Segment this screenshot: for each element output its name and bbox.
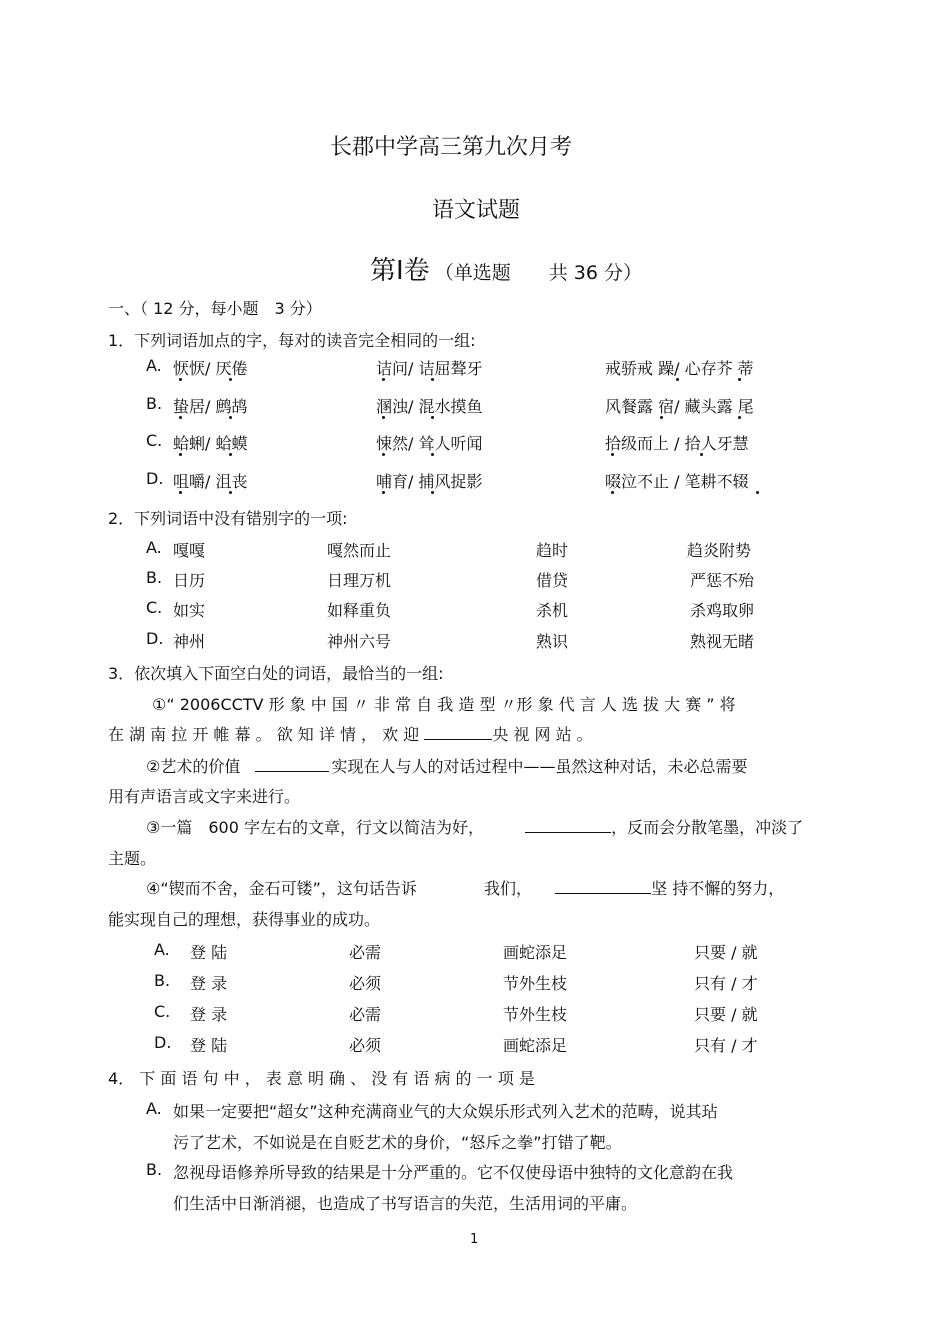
- q1-option-col2: 溷浊/ 混水摸鱼: [376, 397, 483, 416]
- section-heading: 一、（ 12 分，每小题 3 分）: [108, 299, 322, 318]
- q2-option-col2: 如释重负: [327, 601, 392, 620]
- q3-sentence-4-mid: 我们，: [484, 879, 533, 898]
- q2-option-col3: 趋时: [536, 541, 569, 560]
- q3-option-col1: 登 录: [190, 974, 228, 993]
- q3-option-col1: 登 录: [190, 1005, 228, 1024]
- q1-option-col3: 拾级而上 / 拾人牙慧: [605, 434, 749, 453]
- emphasis-dot: [431, 378, 434, 381]
- q3-sentence-2-tail: 实现在人与人的对话过程中——虽然这种对话，未必总需要: [331, 757, 748, 776]
- q3-option-col3: 节外生枝: [503, 1005, 568, 1024]
- question-4-stem: 4． 下 面 语 句 中 ， 表 意 明 确 、 没 有 语 病 的 一 项 是: [108, 1069, 535, 1088]
- question-1-stem: 1．下列词语加点的字，每对的读音完全相同的一组:: [108, 331, 476, 350]
- emphasis-dot: [382, 416, 385, 419]
- q3-sentence-2-text: ②艺术的价值: [146, 757, 241, 776]
- emphasis-dot: [700, 453, 703, 456]
- q1-option-col1: 蛰居/ 鹧鸪: [173, 397, 248, 416]
- emphasis-dot: [738, 416, 741, 419]
- q3-option-label: B.: [154, 971, 171, 990]
- part-label: 第Ⅰ卷: [370, 256, 430, 286]
- q3-option-label: D.: [154, 1033, 172, 1052]
- q3-sentence-1-text: 在 湖 南 拉 开 帷 幕 。 欲 知 详 情 ， 欢 迎: [108, 725, 420, 744]
- emphasis-dot: [431, 416, 434, 419]
- q2-option-col4: 严惩不殆: [690, 571, 755, 590]
- q2-option-col3: 借贷: [536, 571, 569, 590]
- q3-option-label: A.: [154, 940, 170, 959]
- emphasis-dot: [382, 491, 385, 494]
- q3-option-label: C.: [154, 1002, 171, 1021]
- q1-option-label: C.: [146, 431, 163, 450]
- q3-sentence-2-line-2: 用有声语言或文字来进行。: [108, 787, 301, 806]
- q4-option-label: A.: [146, 1099, 162, 1118]
- answer-blank: [424, 723, 492, 740]
- q4-option-b-line-1: 忽视母语修养所导致的结果是十分严重的。它不仅使母语中独特的文化意韵在我: [173, 1163, 734, 1182]
- q1-option-label: D.: [146, 469, 164, 488]
- q2-option-col3: 杀机: [536, 601, 569, 620]
- emphasis-dot: [229, 491, 232, 494]
- q3-sentence-1-line-2: [108, 722, 593, 745]
- q3-option-col3: 画蛇添足: [503, 1036, 568, 1055]
- page-number: 1: [470, 1232, 479, 1247]
- q3-option-col3: 节外生枝: [503, 974, 568, 993]
- q2-option-col4: 杀鸡取卵: [690, 601, 755, 620]
- q3-sentence-2-line-1: [146, 754, 747, 777]
- q2-option-col2: 嘎然而止: [327, 541, 392, 560]
- q3-sentence-4-text: ④“锲而不舍，金石可镂”，这句话告诉: [146, 879, 417, 898]
- q3-option-col1: 登 陆: [190, 943, 228, 962]
- q1-option-col3: 啜泣不止 / 笔耕不辍: [605, 472, 749, 491]
- q3-sentence-1-tail: 央 视 网 站 。: [492, 725, 593, 744]
- q2-option-col4: 熟视无睹: [690, 632, 755, 651]
- q3-option-col4: 只有 / 才: [694, 974, 758, 993]
- q3-option-col2: 必须: [349, 1036, 382, 1055]
- emphasis-dot: [431, 491, 434, 494]
- q3-sentence-1-line-1: ①“ 2006CCTV 形 象 中 国 〃 非 常 自 我 造 型 〃形 象 代 言 人 选 拔 大 赛 ” 将: [152, 695, 736, 714]
- answer-blank: [525, 816, 611, 833]
- q4-option-a-line-1: 如果一定要把“超女”这种充满商业气的大众娱乐形式列入艺术的范畴，说其玷: [173, 1102, 718, 1121]
- q1-option-col2: 悚然/ 耸人听闻: [376, 434, 483, 453]
- emphasis-dot: [738, 378, 741, 381]
- emphasis-dot: [382, 453, 385, 456]
- q3-sentence-3-text: ③一篇 600 字左右的文章，行文以简洁为好，: [146, 818, 484, 837]
- q2-option-col3: 熟识: [536, 632, 569, 651]
- emphasis-dot: [382, 378, 385, 381]
- q3-sentence-4-line-2: 能实现自己的理想，获得事业的成功。: [108, 910, 381, 929]
- emphasis-dot: [611, 453, 614, 456]
- q2-option-label: A.: [146, 538, 162, 557]
- q2-option-col1: 日历: [173, 571, 206, 590]
- exam-title: 长郡中学高三第九次月考: [330, 135, 573, 160]
- q3-sentence-3-line-2: 主题。: [108, 849, 157, 868]
- q1-option-col2: 诘问/ 诘屈聱牙: [376, 359, 483, 378]
- emphasis-dot: [229, 416, 232, 419]
- q3-option-col3: 画蛇添足: [503, 943, 568, 962]
- q1-option-col1: 蛤蜊/ 蛤蟆: [173, 434, 248, 453]
- q2-option-label: C.: [146, 598, 163, 617]
- emphasis-dot: [660, 416, 663, 419]
- q2-option-label: B.: [146, 568, 163, 587]
- emphasis-dot: [179, 416, 182, 419]
- q4-option-a-line-2: 污了艺术，不如说是在自贬艺术的身价，“怒斥之拳”打错了靶。: [173, 1133, 622, 1152]
- subject-title: 语文试题: [432, 198, 521, 223]
- q3-option-col1: 登 陆: [190, 1036, 228, 1055]
- emphasis-dot: [179, 378, 182, 381]
- emphasis-dot: [611, 491, 614, 494]
- q4-option-label: B.: [146, 1160, 163, 1179]
- part-note: （单选题 共 36 分）: [434, 262, 643, 284]
- emphasis-dot: [179, 491, 182, 494]
- q1-option-col2: 哺育/ 捕风捉影: [376, 472, 483, 491]
- q1-option-col3: 风餐露 宿/ 藏头露 尾: [605, 397, 754, 416]
- q1-option-label: B.: [146, 394, 163, 413]
- q1-option-col1: 恹恹/ 厌倦: [173, 359, 248, 378]
- q3-option-col4: 只要 / 就: [694, 1005, 758, 1024]
- q2-option-col1: 嘎嘎: [173, 541, 206, 560]
- emphasis-dot: [756, 491, 759, 494]
- q2-option-col2: 神州六号: [327, 632, 392, 651]
- q1-option-col3: 戒骄戒 躁/ 心存芥 蒂: [605, 359, 754, 378]
- emphasis-dot: [431, 453, 434, 456]
- q3-sentence-4-tail: 坚 持不懈的努力，: [651, 879, 785, 898]
- q2-option-col4: 趋炎附势: [687, 541, 752, 560]
- q3-option-col4: 只要 / 就: [694, 943, 758, 962]
- q2-option-label: D.: [146, 629, 164, 648]
- q1-option-col1: 咀嚼/ 沮丧: [173, 472, 248, 491]
- part-heading: [370, 250, 642, 287]
- emphasis-dot: [179, 453, 182, 456]
- answer-blank: [255, 755, 329, 772]
- q3-sentence-3-line-1: [146, 815, 803, 838]
- q4-option-b-line-2: 们生活中日渐消褪，也造成了书写语言的失范，生活用词的平庸。: [173, 1194, 638, 1213]
- q2-option-col1: 神州: [173, 632, 206, 651]
- q1-option-label: A.: [146, 356, 162, 375]
- emphasis-dot: [229, 453, 232, 456]
- emphasis-dot: [229, 378, 232, 381]
- q2-option-col1: 如实: [173, 601, 206, 620]
- q3-sentence-4-line-1: [146, 876, 784, 899]
- answer-blank: [555, 877, 651, 894]
- q3-sentence-3-tail: ，反而会分散笔墨，冲淡了: [611, 818, 804, 837]
- q3-option-col2: 必须: [349, 974, 382, 993]
- q3-option-col4: 只有 / 才: [694, 1036, 758, 1055]
- q3-option-col2: 必需: [349, 1005, 382, 1024]
- question-2-stem: 2．下列词语中没有错别字的一项:: [108, 509, 348, 528]
- q3-option-col2: 必需: [349, 943, 382, 962]
- question-3-stem: 3．依次填入下面空白处的词语，最恰当的一组:: [108, 664, 444, 683]
- emphasis-dot: [676, 378, 679, 381]
- q2-option-col2: 日理万机: [327, 571, 392, 590]
